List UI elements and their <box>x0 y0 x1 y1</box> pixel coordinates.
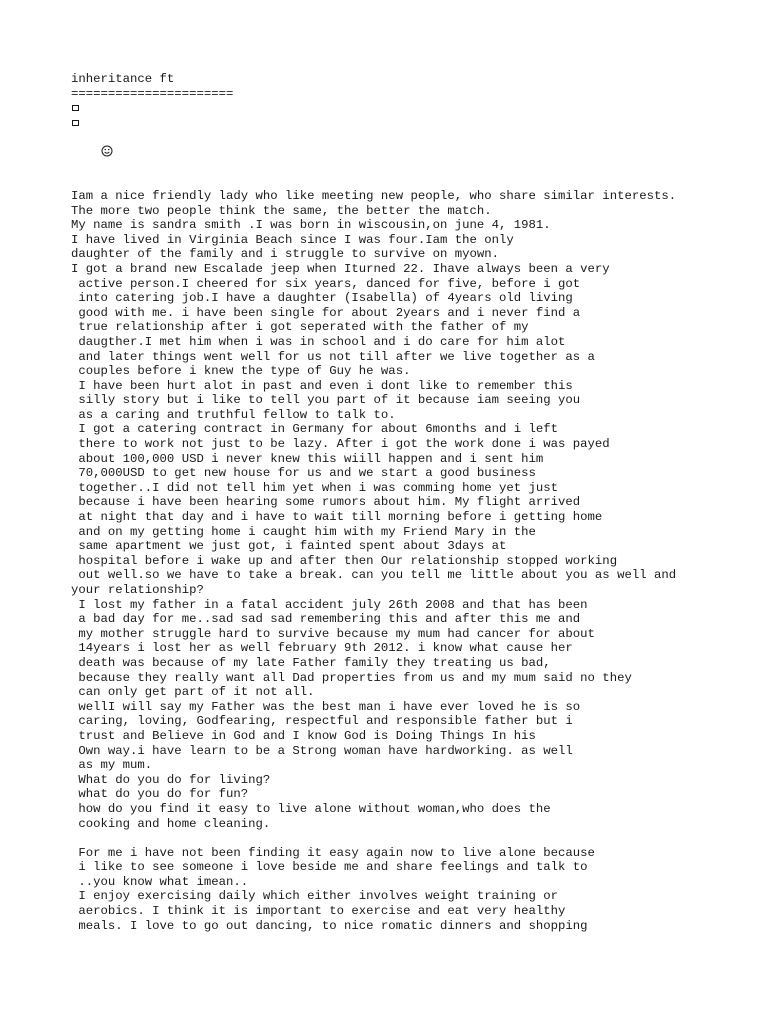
text-line: together..I did not tell him yet when i was comming home yet just <box>71 480 559 495</box>
text-line: 70,000USD to get new house for us and we start a good business <box>71 466 536 481</box>
text-line: What do you do for living? <box>71 772 271 787</box>
text-line: into catering job.I have a daughter (Isabella) of 4years old living <box>71 291 573 306</box>
paragraph-break <box>71 831 761 846</box>
text-line: how do you find it easy to live alone without woman,who does the <box>71 801 551 816</box>
box-glyph-icon <box>72 105 79 111</box>
text-line: out well.so we have to take a break. can you tell me little about you as well and <box>71 568 677 583</box>
text-line: I got a catering contract in Germany for about 6months and i left <box>71 422 559 437</box>
text-line: The more two people think the same, the better the match. <box>71 203 492 218</box>
text-line: Iam a nice friendly lady who like meeting new people, who share similar interests. <box>71 188 677 203</box>
text-line: 14years i lost her as well february 9th 2012. i know what cause her <box>71 641 573 656</box>
text-line: For me i have not been finding it easy again now to live alone because <box>71 845 595 860</box>
text-line: my mother struggle hard to survive because my mum had cancer for about <box>71 626 595 641</box>
text-line: caring, loving, Godfearing, respectful and responsible father but i <box>71 714 573 729</box>
text-line: trust and Believe in God and I know God is Doing Things In his <box>71 728 536 743</box>
text-line: because they really want all Dad properties from us and my mum said no they <box>71 670 632 685</box>
text-line: same apartment we just got, i fainted spent about 3days at <box>71 539 507 554</box>
text-line: can only get part of it not all. <box>71 685 315 700</box>
text-line: a bad day for me..sad sad sad remembering this and after this me and <box>71 612 581 627</box>
text-line: what do you do for fun? <box>71 787 249 802</box>
text-line: I have been hurt alot in past and even i dont like to remember this <box>71 378 573 393</box>
text-line: death was because of my late Father family they treating us bad, <box>71 655 551 670</box>
text-line: as my mum. <box>71 758 153 773</box>
text-line: I got a brand new Escalade jeep when Iturned 22. Ihave always been a very <box>71 261 610 276</box>
text-line: wellI will say my Father was the best man i have ever loved he is so <box>71 699 581 714</box>
text-line: at night that day and i have to wait till morning before i getting home <box>71 510 603 525</box>
text-line: because i have been hearing some rumors about him. My flight arrived <box>71 495 581 510</box>
text-line: and later things went well for us not till after we live together as a <box>71 349 595 364</box>
text-line: I lost my father in a fatal accident july 26th 2008 and that has been <box>71 597 588 612</box>
text-line: daugther.I met him when i was in school and i do care for him alot <box>71 334 566 349</box>
text-line: good with me. i have been single for about 2years and i never find a <box>71 305 581 320</box>
spacer <box>71 145 761 189</box>
title-underline: ====================== <box>71 86 234 101</box>
smiley-icon <box>101 145 113 157</box>
text-line: aerobics. I think it is important to exercise and eat very healthy <box>71 904 566 919</box>
text-line: true relationship after i got seperated with the father of my <box>71 320 529 335</box>
paragraph-second <box>71 846 761 934</box>
text-line: about 100,000 USD i never knew this wiill happen and i sent him <box>71 451 544 466</box>
text-line: meals. I love to go out dancing, to nice romatic dinners and shopping <box>71 918 588 933</box>
glyph-row <box>71 101 761 116</box>
glyph-row <box>71 116 761 131</box>
text-line: ..you know what imean.. <box>71 874 249 889</box>
text-line: I enjoy exercising daily which either involves weight training or <box>71 889 559 904</box>
text-line: daughter of the family and i struggle to survive on myown. <box>71 247 500 262</box>
document-title: inheritance ft <box>71 72 175 86</box>
text-line: as a caring and truthful fellow to talk to. <box>71 407 396 422</box>
text-line: Own way.i have learn to be a Strong woman have hardworking. as well <box>71 743 573 758</box>
text-line: active person.I cheered for six years, danced for five, before i got <box>71 276 581 291</box>
box-glyph-icon <box>72 120 79 126</box>
text-line: your relationship? <box>71 583 204 597</box>
paragraph-main <box>71 189 761 831</box>
document-body <box>71 72 761 933</box>
text-line: couples before i knew the type of Guy he was. <box>71 364 411 379</box>
text-line: I have lived in Virginia Beach since I was four.Iam the only <box>71 232 514 247</box>
text-line: i like to see someone i love beside me and share feelings and talk to <box>71 860 588 875</box>
text-line: cooking and home cleaning. <box>71 816 271 831</box>
text-line: and on my getting home i caught him with my Friend Mary in the <box>71 524 536 539</box>
text-line: hospital before i wake up and after then Our relationship stopped working <box>71 553 618 568</box>
text-line: silly story but i like to tell you part of it because iam seeing you <box>71 393 581 408</box>
text-line: there to work not just to be lazy. After i got the work done i was payed <box>71 437 610 452</box>
emoji-row <box>71 130 761 145</box>
text-line: My name is sandra smith .I was born in wiscousin,on june 4, 1981. <box>71 218 551 233</box>
